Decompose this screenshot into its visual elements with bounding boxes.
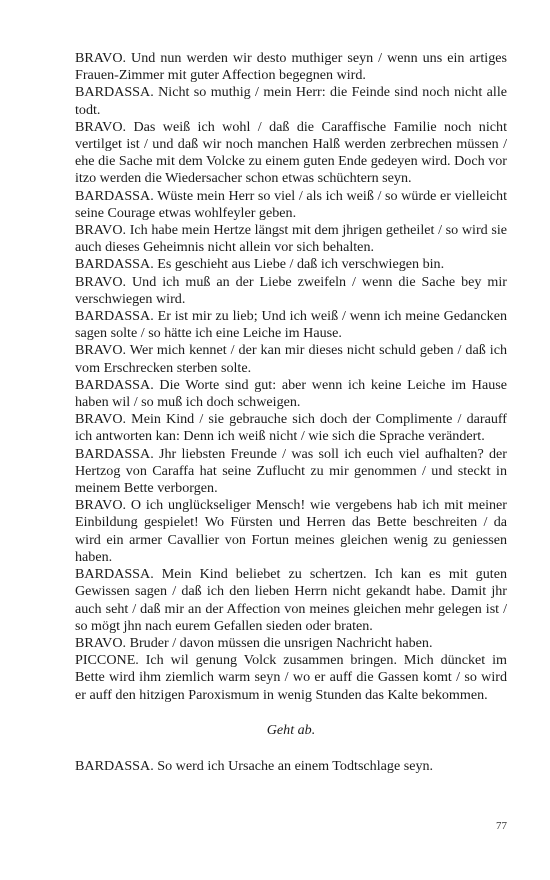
speech: BARDASSA. Die Worte sind gut: aber wenn ich keine Leiche im Hause haben wil / so muß ich doch schweigen.: [75, 376, 507, 411]
speech: BARDASSA. Mein Kind beliebet zu schertzen. Ich kan es mit guten Gewissen sagen / daß ich den lieben Herrn nicht gekandt habe. Damit jhr auch seht / daß mir an der Affection von meines gleichen mehr gelegen ist / so mögt jhn nach eurem Gefallen sieden oder braten.: [75, 566, 507, 634]
speech: BARDASSA. Jhr liebsten Freunde / was soll ich euch viel aufhalten? der Hertzog von Caraffa hat seine Zuflucht zu mir genommen / und steckt in meinem Bette verborgen.: [75, 445, 507, 497]
final-speech: BARDASSA. So werd ich Ursache an einem Todtschlage seyn.: [75, 757, 434, 774]
page-body: [75, 50, 507, 775]
speech: BRAVO. Wer mich kennet / der kan mir dieses nicht schuld geben / daß ich vom Erschrecken sterben solte.: [75, 342, 507, 376]
speech: BARDASSA. Wüste mein Herr so viel / als ich weiß / so würde er vielleicht seine Courage etwas wohlfeyler geben.: [75, 187, 507, 221]
speech: BARDASSA. Er ist mir zu lieb; Und ich weiß / wenn ich meine Gedancken sagen solte / so hätte ich eine Leiche im Hause.: [75, 308, 507, 342]
speech: BARDASSA. Nicht so muthig / mein Herr: die Feinde sind noch nicht alle todt.: [75, 84, 507, 118]
speech: BRAVO. Und nun werden wir desto muthiger seyn / wenn uns ein artiges Frauen-Zimmer mit guter Affection begegnen wird.: [75, 50, 507, 84]
speech: PICCONE. Ich wil genung Volck zusammen bringen. Mich düncket im Bette wird ihm ziemlich warm seyn / wo er auff die Gassen komt / so wird er auff den hitzigen Paroxismum in wenig Stunden das Kalte bekommen.: [75, 652, 507, 703]
speech: BARDASSA. Es geschieht aus Liebe / daß ich verschwiegen bin.: [75, 256, 445, 273]
speech: BRAVO. O ich unglückseliger Mensch! wie vergebens hab ich mit meiner Einbildung gespielet! Wo Fürsten und Herren das Bette beschreiten / da wird ein armer Cavallier von Fortun meines gleichen wenig zu geniessen haben.: [75, 497, 507, 565]
speech: BRAVO. Bruder / davon müssen die unsrigen Nachricht haben.: [75, 634, 433, 651]
speech: BRAVO. Das weiß ich wohl / daß die Caraffische Familie noch nicht vertilget ist / und daß wir noch manchen Halß werden zerbrechen müssen / ehe die Sache mit dem Volcke zu einem guten Ende gedeyen wird. Doch vor itzo werden die Wiedersacher schon etwas schüchtern seyn.: [75, 118, 507, 187]
speech: BRAVO. Mein Kind / sie gebrauche sich doch der Complimente / darauff ich antworten kan: Denn ich weiß nicht / wie sich die Sprache verändert.: [75, 411, 507, 445]
speech: BRAVO. Ich habe mein Hertze längst mit dem jhrigen getheilet / so wird sie auch dieses Geheimnis nicht allein vor sich behalten.: [75, 222, 507, 256]
page-number: 77: [496, 820, 507, 832]
speech: BRAVO. Und ich muß an der Liebe zweifeln / wenn die Sache bey mir verschwiegen wird.: [75, 273, 507, 307]
stage-direction: Geht ab.: [266, 721, 316, 738]
